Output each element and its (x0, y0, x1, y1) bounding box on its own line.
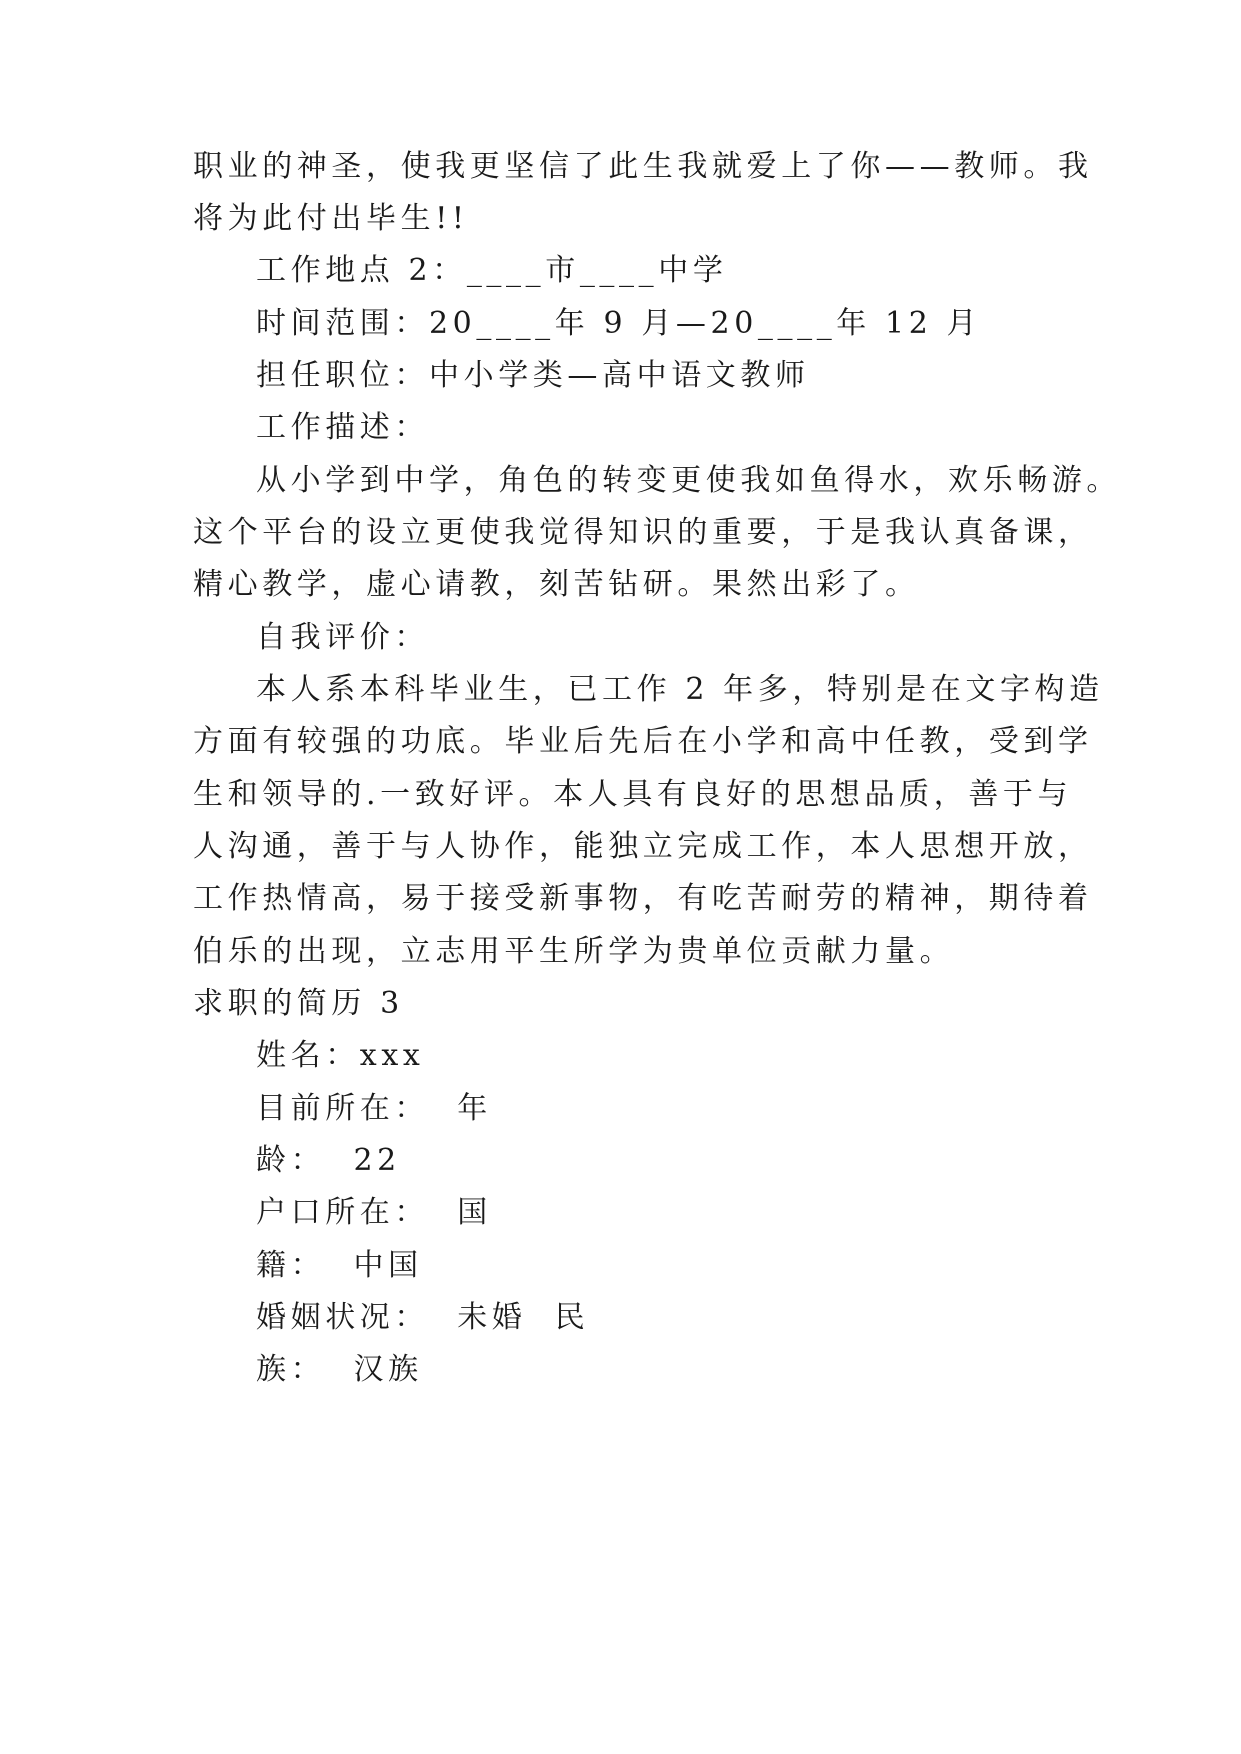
paragraph-line: 职业的神圣，使我更坚信了此生我就爱上了你——教师。我 (193, 149, 1093, 184)
work-location-field: 工作地点 2：____市____中学 (256, 253, 728, 288)
time-range-field: 时间范围：20____年 9 月—20____年 12 月 (256, 306, 982, 341)
paragraph-line: 精心教学，虚心请教，刻苦钻研。果然出彩了。 (193, 567, 920, 602)
paragraph-line: 生和领导的.一致好评。本人具有良好的思想品质，善于与 (193, 777, 1073, 812)
current-location-field: 目前所在： 年 (256, 1091, 492, 1126)
work-description-label: 工作描述： (256, 410, 429, 445)
self-evaluation-label: 自我评价： (256, 620, 429, 655)
section-heading: 求职的简历 3 (193, 986, 404, 1021)
paragraph-line: 人沟通，善于与人协作，能独立完成工作，本人思想开放， (193, 829, 1093, 864)
paragraph-line: 这个平台的设立更使我觉得知识的重要，于是我认真备课， (193, 515, 1093, 550)
position-field: 担任职位：中小学类—高中语文教师 (256, 358, 810, 393)
marital-status-field: 婚姻状况： 未婚 民 (256, 1300, 590, 1335)
name-field: 姓名：xxx (256, 1038, 425, 1073)
paragraph-line: 方面有较强的功底。毕业后先后在小学和高中任教，受到学 (193, 724, 1093, 759)
paragraph-line: 伯乐的出现，立志用平生所学为贵单位贡献力量。 (193, 934, 955, 969)
paragraph-line: 工作热情高，易于接受新事物，有吃苦耐劳的精神，期待着 (193, 881, 1093, 916)
paragraph-line: 将为此付出毕生!! (193, 201, 469, 236)
age-field: 龄： 22 (256, 1143, 401, 1178)
paragraph-line: 从小学到中学，角色的转变更使我如鱼得水，欢乐畅游。 (256, 463, 1121, 498)
hukou-field: 户口所在： 国 (256, 1195, 492, 1230)
nationality-field: 籍： 中国 (256, 1248, 423, 1283)
paragraph-line: 本人系本科毕业生，已工作 2 年多，特别是在文字构造 (256, 672, 1104, 707)
ethnicity-field: 族： 汉族 (256, 1352, 423, 1387)
